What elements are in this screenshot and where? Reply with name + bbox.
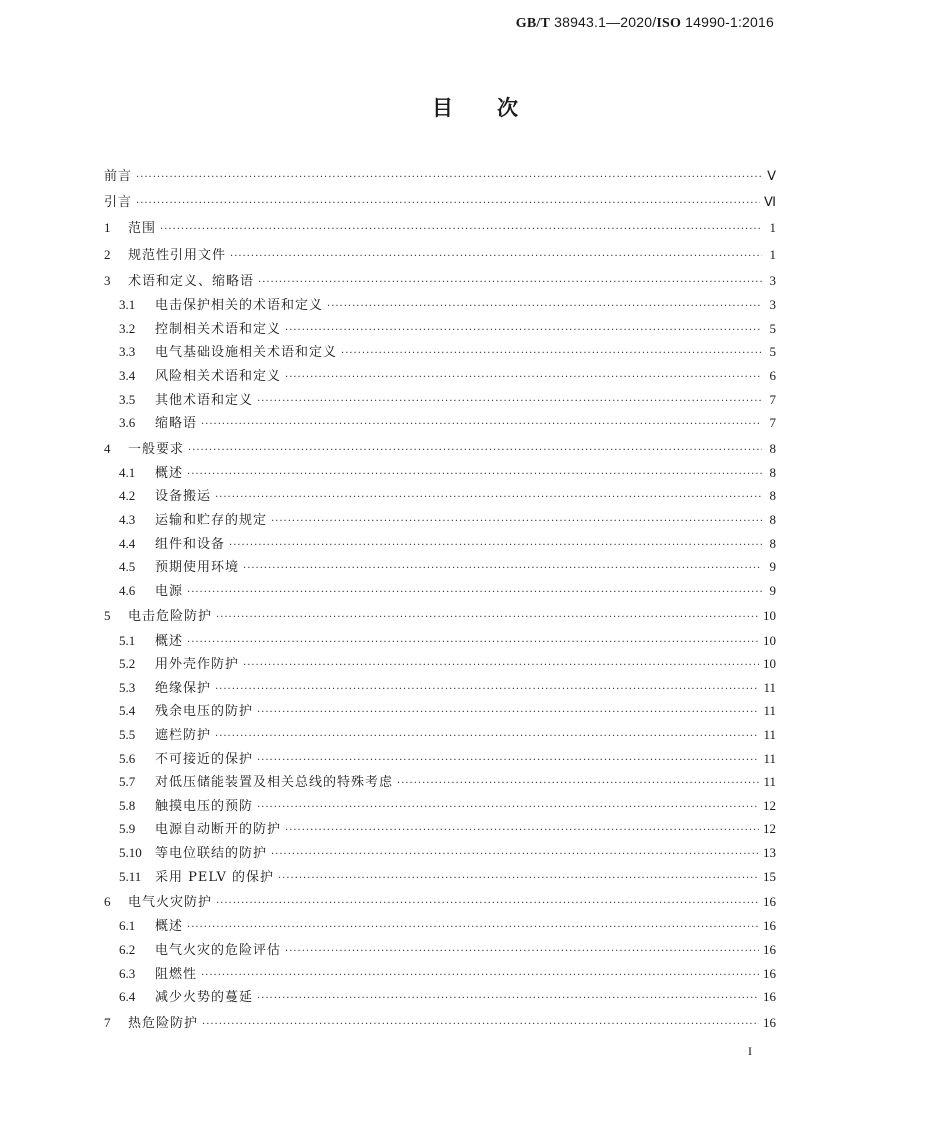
toc-entry-label: 规范性引用文件 [128,247,227,263]
toc-entry-number: 5.5 [119,727,136,743]
dot-leader [397,772,759,796]
toc-entry-label: 热危险防护 [128,1015,199,1031]
toc-entry-label: 控制相关术语和定义 [155,321,282,337]
toc-entry-number: 3.4 [119,367,136,383]
dot-leader [136,192,760,216]
toc-entry-number: 5.4 [119,703,136,719]
toc-entry-page: 15 [763,868,776,884]
dot-leader [285,819,759,843]
toc-entry-number: 4.1 [119,464,136,480]
toc-entry-page: 11 [763,774,776,790]
toc-entry[interactable] [104,411,776,435]
toc-entry-label: 范围 [128,221,157,237]
toc-entry-label: 风险相关术语和定义 [155,368,282,384]
toc-entry-label: 不可接近的保护 [155,751,254,767]
dot-leader [257,749,759,773]
toc-entry[interactable] [104,555,776,579]
dot-leader [285,940,759,964]
toc-entry-label: 对低压储能装置及相关总线的特殊考虑 [155,775,394,791]
toc-entry-label: 设备搬运 [155,489,212,505]
dot-leader [341,342,762,366]
toc-entry[interactable] [104,699,776,723]
toc-entry-page: 8 [769,488,776,504]
toc-entry-label: 绝缘保护 [155,680,212,696]
toc-entry-page: 1 [769,220,776,236]
toc-entry[interactable] [104,914,776,938]
toc-entry-number: 3.1 [119,297,136,313]
toc-entry-page: 16 [763,989,776,1005]
toc-entry-page: 1 [769,246,776,262]
toc-entry-page: 8 [769,464,776,480]
dot-leader [243,557,762,581]
toc-entry-number: 3.5 [119,391,136,407]
toc-entry-number: 5.3 [119,679,136,695]
toc-entry-number: 5.7 [119,774,136,790]
toc-entry-label: 一般要求 [128,441,185,457]
page-number: I [748,1044,752,1058]
toc-entry-label: 电气火灾的危险评估 [155,942,282,958]
toc-entry[interactable] [104,962,776,986]
toc-entry-label: 电源 [155,583,184,599]
toc-entry-number: 4.5 [119,559,136,575]
toc-entry-page: 11 [763,727,776,743]
dot-leader [215,678,759,702]
toc-entry[interactable] [104,794,776,818]
toc-entry-label: 等电位联结的防护 [155,845,268,861]
toc-entry-number: 5.9 [119,821,136,837]
toc-entry[interactable] [104,604,776,628]
dot-leader [258,271,762,295]
toc-entry[interactable] [104,770,776,794]
toc-entry-label: 运输和贮存的规定 [155,513,268,529]
toc-entry[interactable] [104,890,776,914]
toc-entry[interactable] [104,579,776,603]
toc-entry-page: 9 [769,559,776,575]
dot-leader [230,245,762,269]
toc-entry[interactable] [104,293,776,317]
toc-entry[interactable] [104,437,776,461]
toc-entry-page: 16 [763,893,776,909]
toc-entry-label: 缩略语 [155,416,198,432]
toc-entry[interactable] [104,676,776,700]
toc-entry-label: 引言 [104,195,133,211]
toc-entry-number: 6 [104,893,111,909]
dot-leader [216,892,759,916]
toc-entry-label: 减少火势的蔓延 [155,990,254,1006]
toc-entry[interactable] [104,216,776,240]
toc-entry[interactable] [104,652,776,676]
toc-entry-page: 16 [763,918,776,934]
dot-leader [187,581,762,605]
toc-entry[interactable] [104,723,776,747]
toc-entry-page: 6 [769,367,776,383]
toc-entry-page: 11 [763,679,776,695]
dot-leader [201,964,759,988]
toc-entry-label: 电击保护相关的术语和定义 [155,298,324,314]
dot-leader [136,166,762,190]
toc-entry-number: 4.3 [119,512,136,528]
dot-leader [285,366,762,390]
dot-leader [188,439,762,463]
toc-entry-page: 8 [769,535,776,551]
toc-entry-label: 残余电压的防护 [155,704,254,720]
dot-leader [229,534,762,558]
std-prefix: GB/T [515,16,550,31]
toc-entry-number: 6.2 [119,941,136,957]
page-title: 目次 [432,95,562,120]
toc-entry[interactable] [104,817,776,841]
toc-entry-page: 3 [769,297,776,313]
toc-entry-label: 概述 [155,633,184,649]
toc-entry-number: 7 [104,1014,111,1030]
toc-entry[interactable] [104,190,776,214]
toc-entry-label: 前言 [104,169,133,184]
toc-entry-label: 触摸电压的预防 [155,798,254,814]
toc-entry-label: 组件和设备 [155,536,226,552]
toc-entry-page: 10 [763,608,776,624]
std-number: 38943.1—2020/ [554,14,657,30]
dot-leader [285,319,762,343]
toc-entry[interactable] [104,388,776,412]
toc-entry-page: 16 [763,941,776,957]
toc-entry-page: 7 [769,415,776,431]
toc-entry[interactable] [104,747,776,771]
toc-entry-number: 6.4 [119,989,136,1005]
toc-entry[interactable] [104,938,776,962]
dot-leader [187,463,762,487]
table-of-contents [104,164,776,1035]
toc-entry-label: 电源自动断开的防护 [155,822,282,838]
toc-entry-page: 8 [769,440,776,456]
dot-leader [187,916,759,940]
dot-leader [202,1013,759,1037]
toc-entry[interactable] [104,841,776,865]
dot-leader [271,510,762,534]
dot-leader [201,413,762,437]
toc-entry-page: 16 [763,965,776,981]
toc-entry[interactable] [104,243,776,267]
toc-entry-page: 5 [769,320,776,336]
toc-entry-number: 3.3 [119,344,136,360]
toc-entry[interactable] [104,269,776,293]
toc-entry[interactable] [104,508,776,532]
dot-leader [216,606,759,630]
dot-leader [278,867,759,891]
toc-entry-number: 5.2 [119,656,136,672]
iso-number: 14990-1:2016 [685,14,774,30]
toc-entry-label: 术语和定义、缩略语 [128,273,255,289]
toc-entry-label: 采用 PELV 的保护 [155,869,274,885]
toc-entry-page: 9 [769,582,776,598]
dot-leader [257,390,762,414]
toc-entry[interactable] [104,364,776,388]
toc-entry-number: 4.6 [119,582,136,598]
toc-entry[interactable] [104,865,776,889]
toc-entry[interactable] [104,340,776,364]
toc-entry-label: 电击危险防护 [128,609,213,625]
iso-prefix: ISO [656,16,682,31]
toc-entry-page: Ⅴ [767,168,776,183]
dot-leader [215,486,762,510]
dot-leader [271,843,759,867]
toc-entry-number: 4.4 [119,535,136,551]
toc-entry-number: 5.8 [119,797,136,813]
toc-entry-label: 概述 [155,465,184,481]
toc-entry-page: 8 [769,512,776,528]
toc-entry-label: 遮栏防护 [155,728,212,744]
toc-entry-label: 预期使用环境 [155,560,240,576]
toc-entry-page: Ⅵ [764,194,776,210]
toc-entry-number: 4.2 [119,488,136,504]
toc-entry-label: 阻燃性 [155,966,198,982]
dot-leader [187,631,759,655]
toc-entry-label: 电气火灾防护 [128,894,213,910]
toc-entry[interactable] [104,629,776,653]
toc-entry-page: 7 [769,391,776,407]
toc-entry-number: 3.6 [119,415,136,431]
dot-leader [215,725,759,749]
toc-entry-page: 12 [763,821,776,837]
toc-entry-number: 4 [104,440,111,456]
dot-leader [160,218,762,242]
toc-entry-number: 5.10 [119,844,142,860]
toc-entry-number: 5.11 [119,868,142,884]
toc-entry-number: 2 [104,246,111,262]
toc-entry-label: 概述 [155,919,184,935]
toc-entry[interactable] [104,985,776,1009]
toc-entry-page: 13 [763,844,776,860]
toc-entry-label: 其他术语和定义 [155,392,254,408]
document-header [516,14,774,32]
toc-entry-page: 3 [769,272,776,288]
toc-entry-number: 5.6 [119,750,136,766]
toc-entry[interactable] [104,484,776,508]
toc-entry[interactable] [104,164,776,188]
dot-leader [243,654,759,678]
toc-entry[interactable] [104,461,776,485]
toc-entry-page: 11 [763,703,776,719]
toc-entry-number: 5.1 [119,632,136,648]
dot-leader [257,701,759,725]
toc-entry-number: 3.2 [119,320,136,336]
dot-leader [257,796,759,820]
toc-entry-page: 5 [769,344,776,360]
toc-entry-page: 10 [763,632,776,648]
toc-entry-page: 10 [763,656,776,672]
toc-entry-page: 16 [763,1014,776,1030]
dot-leader [327,295,762,319]
toc-entry[interactable] [104,317,776,341]
toc-entry-number: 5 [104,608,111,624]
toc-entry-number: 3 [104,272,111,288]
toc-entry-page: 12 [763,797,776,813]
toc-entry-label: 用外壳作防护 [155,657,240,673]
toc-entry-label: 电气基础设施相关术语和定义 [155,345,338,361]
toc-entry-number: 6.3 [119,965,136,981]
toc-entry-number: 6.1 [119,918,136,934]
toc-entry[interactable] [104,1011,776,1035]
toc-entry-page: 11 [763,750,776,766]
toc-entry-number: 1 [104,220,111,236]
dot-leader [257,987,759,1011]
toc-entry[interactable] [104,532,776,556]
